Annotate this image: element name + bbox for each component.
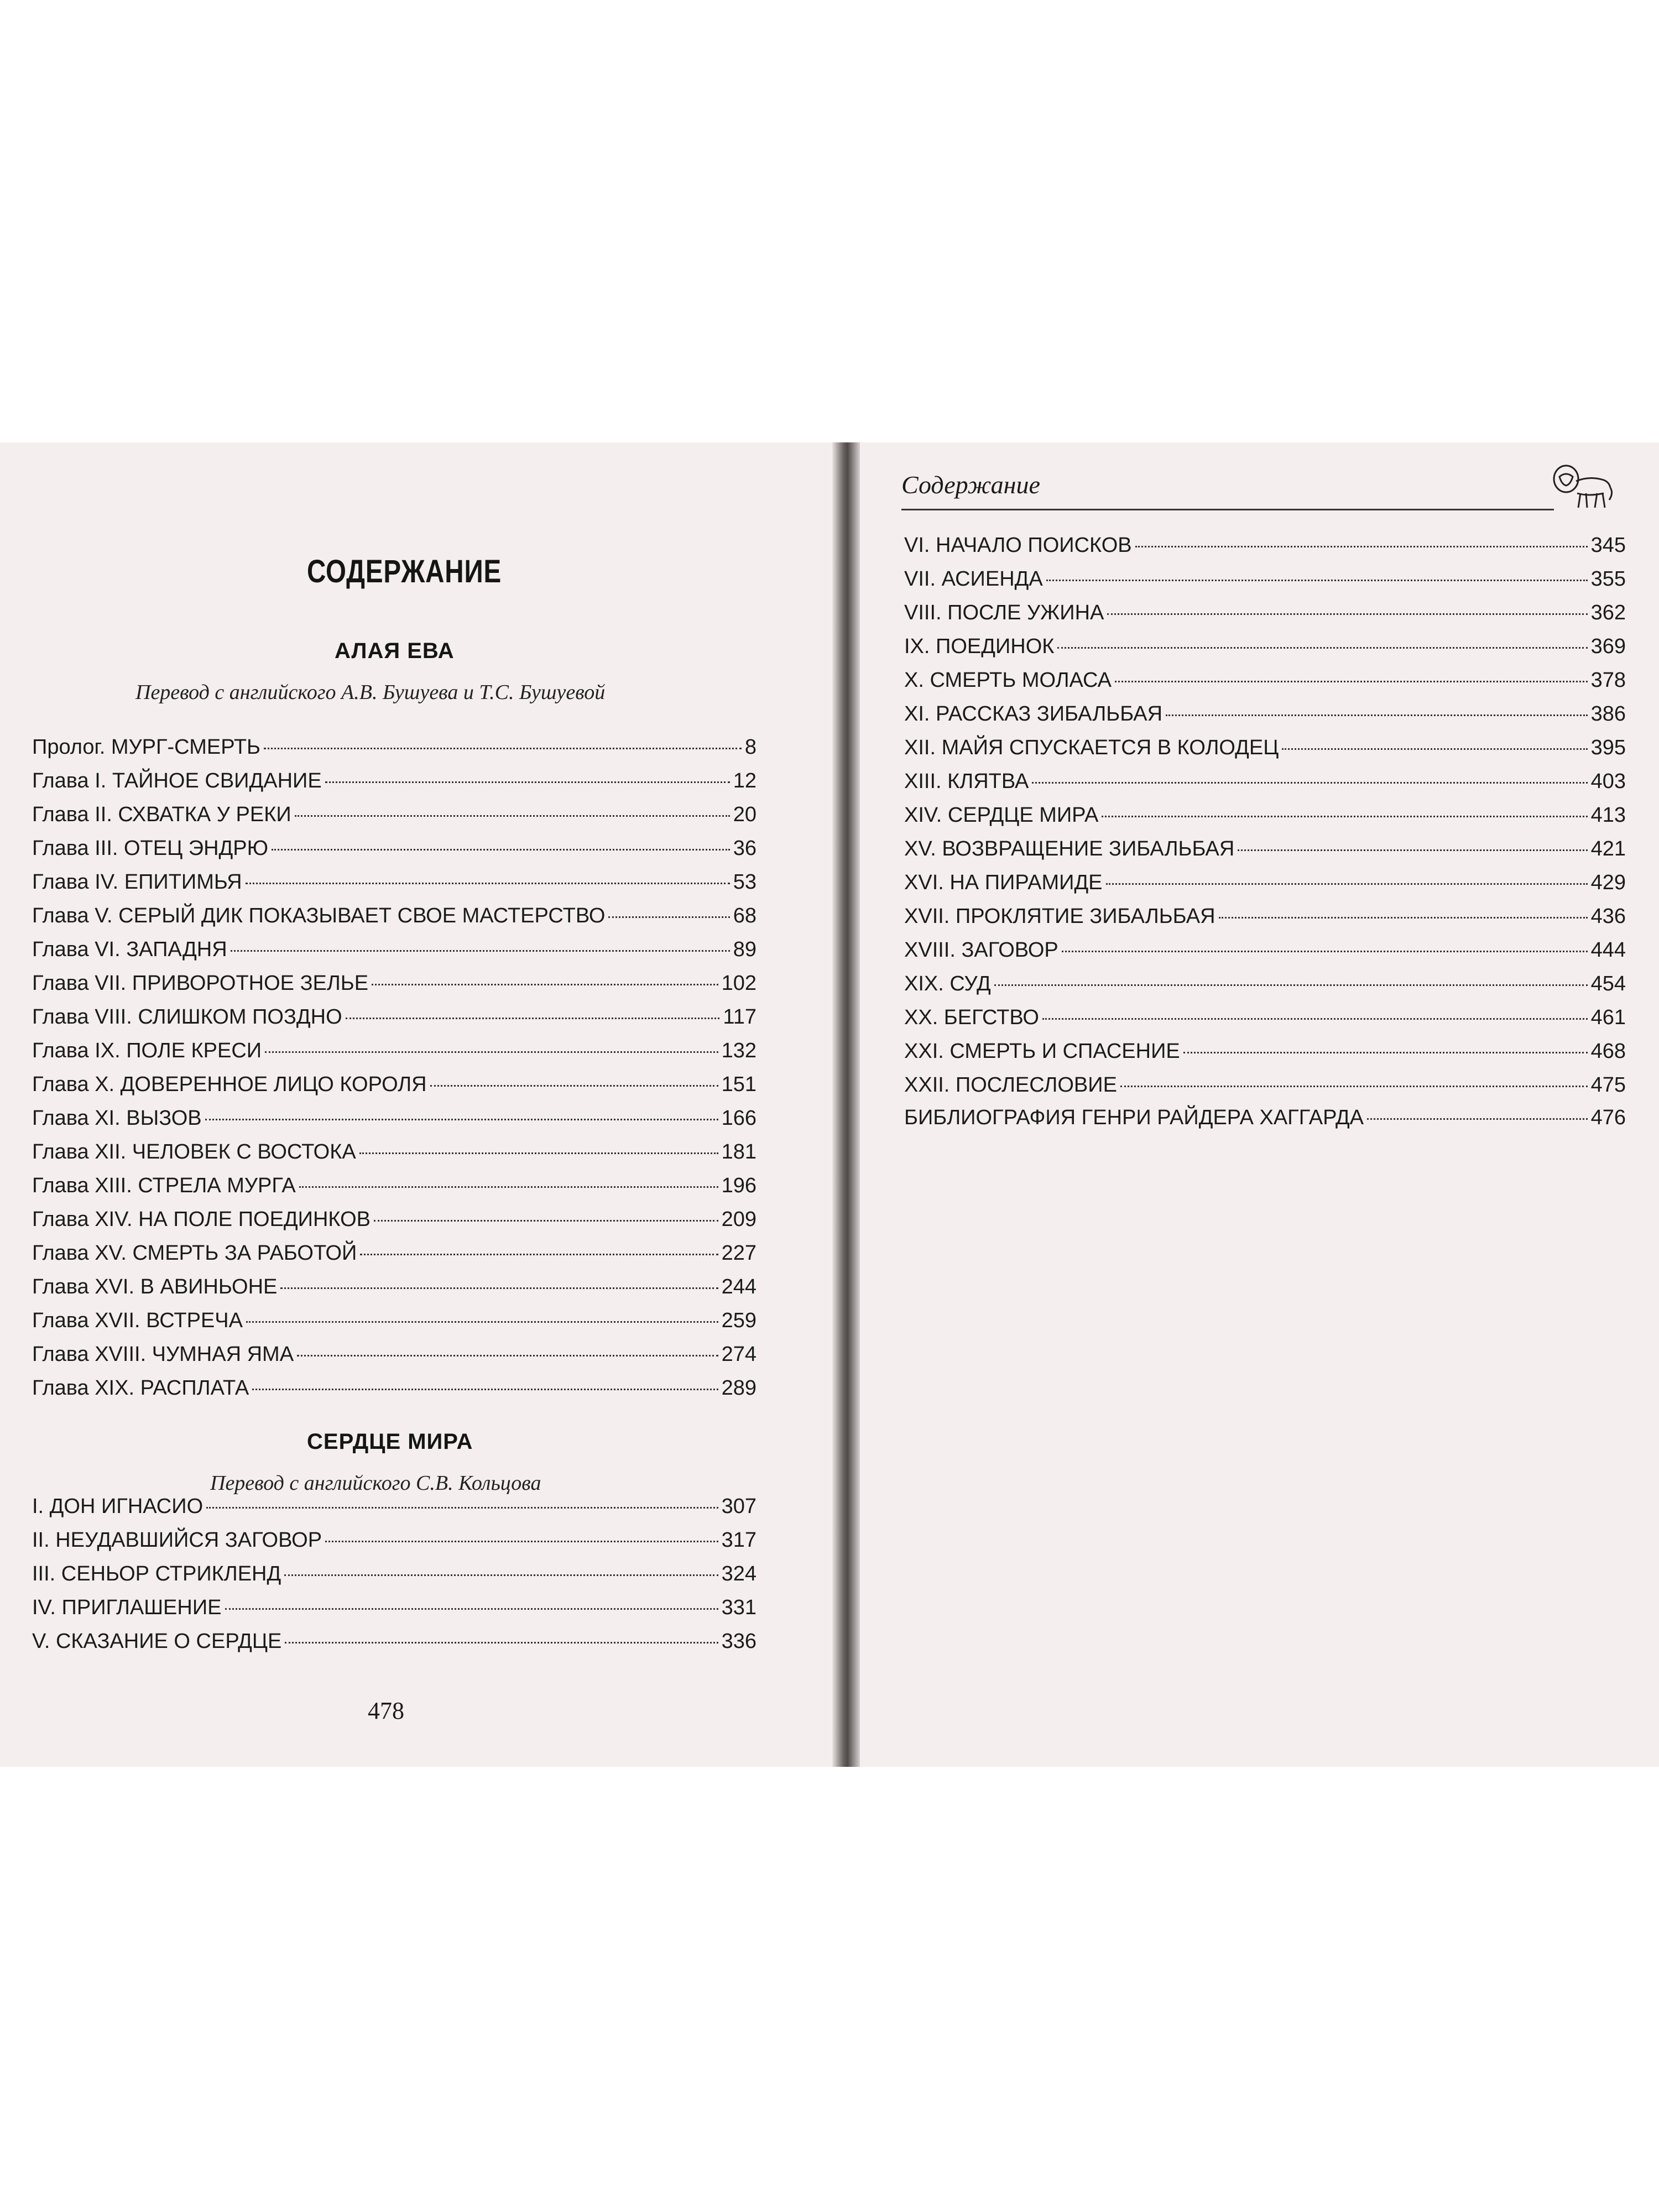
toc-entry[interactable] [32,735,757,769]
toc-entry-label: Глава XV. СМЕРТЬ ЗА РАБОТОЙ [32,1241,357,1265]
toc-leader [280,1287,718,1289]
toc-entry-bibliography[interactable] [904,1106,1626,1140]
toc-leader [264,748,742,749]
toc-entry[interactable] [904,837,1626,871]
toc-leader [246,883,730,884]
toc-entry-page: 378 [1590,669,1626,692]
toc-entry[interactable] [32,1275,757,1309]
toc-entry[interactable] [904,669,1626,702]
toc-entry-page: 369 [1590,635,1626,658]
toc-entry[interactable] [32,1309,757,1343]
toc-entry[interactable] [904,1040,1626,1073]
toc-entry-page: 89 [733,938,757,961]
toc-entry-page: 196 [721,1174,757,1197]
toc-entry-page: 436 [1590,905,1626,928]
toc-leader [1120,1086,1588,1087]
toc-entry-label: XVI. НА ПИРАМИДЕ [904,871,1103,894]
page-title: СОДЕРЖАНИЕ [307,554,502,589]
toc-entry[interactable] [32,972,757,1005]
toc-entry[interactable] [32,904,757,938]
toc-entry[interactable] [32,938,757,972]
toc-list-serdtse-mira [32,1495,757,1663]
toc-leader [430,1085,718,1087]
toc-entry-page: 476 [1590,1106,1626,1129]
toc-entry[interactable] [904,635,1626,669]
toc-entry[interactable] [904,905,1626,938]
toc-entry-label: Глава VIII. СЛИШКОМ ПОЗДНО [32,1005,342,1029]
toc-entry[interactable] [904,1073,1626,1107]
toc-entry[interactable] [32,1107,757,1140]
toc-list-right [904,534,1626,1107]
toc-entry-page: 274 [721,1343,757,1366]
toc-entry[interactable] [32,1005,757,1039]
toc-entry-label: VIII. ПОСЛЕ УЖИНА [904,601,1104,624]
toc-entry-label: XVII. ПРОКЛЯТИЕ ЗИБАЛЬБАЯ [904,905,1215,928]
toc-entry[interactable] [904,1006,1626,1040]
work-subtitle-serdtse-mira: Перевод с английского С.В. Кольцова [210,1472,541,1495]
toc-entry-page: 324 [721,1562,757,1585]
toc-entry-page: 421 [1590,837,1626,860]
toc-entry-label: Глава I. ТАЙНОЕ СВИДАНИЕ [32,769,322,792]
toc-leader [1042,1018,1588,1020]
toc-entry[interactable] [904,938,1626,972]
toc-entry-page: 68 [733,904,757,927]
toc-entry[interactable] [32,1039,757,1073]
toc-entry-page: 444 [1590,938,1626,962]
toc-entry-page: 20 [733,803,757,826]
toc-entry-label: Пролог. МУРГ-СМЕРТЬ [32,735,260,759]
toc-leader [1046,580,1588,581]
toc-entry[interactable] [32,1562,757,1596]
toc-entry[interactable] [32,769,757,803]
toc-leader [325,1541,718,1542]
toc-entry-label: VII. АСИЕНДА [904,567,1043,591]
toc-entry[interactable] [904,702,1626,736]
toc-leader [359,1152,718,1154]
toc-entry-page: 244 [721,1275,757,1298]
toc-entry-label: Глава X. ДОВЕРЕННОЕ ЛИЦО КОРОЛЯ [32,1073,427,1096]
toc-entry[interactable] [32,1174,757,1208]
toc-leader [346,1018,720,1019]
toc-entry[interactable] [32,803,757,837]
toc-entry[interactable] [904,567,1626,601]
toc-entry[interactable] [32,1343,757,1376]
toc-leader [295,815,730,817]
toc-entry-label: Глава V. СЕРЫЙ ДИК ПОКАЗЫВАЕТ СВОЕ МАСТЕРСТВО [32,904,606,927]
toc-leader [1115,681,1588,682]
toc-leader [231,950,730,952]
toc-entry-page: 413 [1590,804,1626,827]
lion-icon [1548,460,1615,513]
toc-entry-label: Глава XVII. ВСТРЕЧА [32,1309,243,1332]
toc-entry-label: IX. ПОЕДИНОК [904,635,1055,658]
toc-leader [225,1608,718,1610]
right-page [854,442,1659,1767]
work-title-alaya-eva: АЛАЯ ЕВА [335,639,455,663]
toc-leader [1107,613,1587,615]
toc-entry[interactable] [32,1073,757,1107]
toc-entry-page: 8 [744,735,757,759]
left-page [0,442,838,1767]
toc-leader [1183,1052,1588,1053]
toc-entry-label: Глава XIX. РАСПЛАТА [32,1376,249,1400]
toc-entry[interactable] [904,770,1626,804]
book-spread [0,442,1659,1767]
toc-entry-label: II. НЕУДАВШИЙСЯ ЗАГОВОР [32,1528,322,1552]
toc-entry[interactable] [32,1208,757,1241]
toc-entry[interactable] [32,1241,757,1275]
toc-entry-page: 362 [1590,601,1626,624]
toc-entry-page: 166 [721,1107,757,1130]
toc-leader [1166,714,1587,716]
toc-leader [1102,816,1587,817]
toc-entry-label: Глава XVI. В АВИНЬОНЕ [32,1275,278,1298]
toc-entry-page: 259 [721,1309,757,1332]
toc-entry[interactable] [32,1495,757,1528]
toc-leader [206,1507,718,1509]
toc-leader [1032,782,1587,784]
toc-entry-page: 12 [733,769,757,792]
page-number: 478 [368,1697,404,1724]
toc-entry[interactable] [904,804,1626,837]
toc-entry-page: 132 [721,1039,757,1062]
toc-leader [374,1220,718,1222]
toc-entry-label: XI. РАССКАЗ ЗИБАЛЬБАЯ [904,702,1163,726]
toc-entry-page: 317 [721,1528,757,1552]
toc-entry-label: XV. ВОЗВРАЩЕНИЕ ЗИБАЛЬБАЯ [904,837,1235,860]
toc-entry-label: IV. ПРИГЛАШЕНИЕ [32,1596,222,1619]
toc-leader [1062,951,1588,952]
toc-entry[interactable] [32,1528,757,1562]
toc-entry-label: Глава III. ОТЕЦ ЭНДРЮ [32,837,268,860]
toc-entry-page: 468 [1590,1040,1626,1063]
work-subtitle-alaya-eva: Перевод с английского А.В. Бушуева и Т.С. Бушуевой [135,681,606,704]
toc-leader [1057,647,1587,649]
toc-entry-label: Глава IV. ЕПИТИМЬЯ [32,870,242,894]
toc-entry-page: 102 [721,972,757,995]
toc-entry-label: XII. МАЙЯ СПУСКАЕТСЯ В КОЛОДЕЦ [904,736,1279,759]
toc-entry[interactable] [32,1376,757,1410]
toc-bibliography [904,1106,1626,1140]
toc-leader [246,1321,718,1323]
toc-entry-label: Глава XI. ВЫЗОВ [32,1107,202,1130]
toc-entry-label: XXI. СМЕРТЬ И СПАСЕНИЕ [904,1040,1180,1063]
toc-entry-label: Глава VII. ПРИВОРОТНОЕ ЗЕЛЬЕ [32,972,369,995]
toc-entry-label: XIV. СЕРДЦЕ МИРА [904,804,1099,827]
toc-leader [252,1389,718,1390]
toc-leader [205,1119,718,1120]
toc-entry-label: БИБЛИОГРАФИЯ ГЕНРИ РАЙДЕРА ХАГГАРДА [904,1106,1364,1129]
toc-leader [372,984,718,985]
toc-entry-label: X. СМЕРТЬ МОЛАСА [904,669,1112,692]
toc-entry[interactable] [904,601,1626,635]
toc-entry-label: Глава XIV. НА ПОЛЕ ПОЕДИНКОВ [32,1208,371,1231]
toc-entry-page: 403 [1590,770,1626,793]
toc-leader [325,781,730,783]
toc-entry-page: 331 [721,1596,757,1619]
toc-entry-label: VI. НАЧАЛО ПОИСКОВ [904,534,1132,557]
toc-entry-label: XIX. СУД [904,972,991,995]
work-title-serdtse-mira: СЕРДЦЕ МИРА [307,1430,473,1454]
toc-entry[interactable] [904,972,1626,1006]
toc-entry-page: 475 [1590,1073,1626,1097]
toc-entry[interactable] [32,1596,757,1630]
toc-leader [265,1051,718,1053]
toc-entry-page: 386 [1590,702,1626,726]
toc-leader [994,984,1588,986]
toc-entry-page: 209 [721,1208,757,1231]
toc-leader [608,916,729,918]
toc-entry[interactable] [32,837,757,870]
toc-entry[interactable] [904,736,1626,770]
toc-entry-page: 151 [721,1073,757,1096]
toc-entry-page: 36 [733,837,757,860]
toc-entry-label: Глава XII. ЧЕЛОВЕК С ВОСТОКА [32,1140,356,1164]
toc-entry-label: XVIII. ЗАГОВОР [904,938,1058,962]
toc-entry[interactable] [904,534,1626,567]
toc-leader [272,849,730,851]
toc-entry[interactable] [904,871,1626,905]
toc-entry-label: Глава IX. ПОЛЕ КРЕСИ [32,1039,262,1062]
toc-entry-page: 336 [721,1630,757,1653]
toc-entry-label: Глава II. СХВАТКА У РЕКИ [32,803,291,826]
toc-entry-label: XIII. КЛЯТВА [904,770,1029,793]
toc-entry-label: Глава XIII. СТРЕЛА МУРГА [32,1174,296,1197]
toc-entry-page: 117 [723,1005,757,1029]
toc-leader [1367,1118,1588,1120]
toc-entry-label: I. ДОН ИГНАСИО [32,1495,204,1518]
toc-entry-label: Глава VI. ЗАПАДНЯ [32,938,227,961]
toc-entry-page: 461 [1590,1006,1626,1029]
toc-leader [285,1642,718,1644]
toc-entry-page: 454 [1590,972,1626,995]
toc-entry-page: 355 [1590,567,1626,591]
toc-leader [297,1355,718,1357]
toc-entry-page: 307 [721,1495,757,1518]
toc-entry-page: 429 [1590,871,1626,894]
toc-leader [1282,748,1587,750]
toc-entry-page: 227 [721,1241,757,1265]
toc-list-alaya-eva [32,735,757,1410]
toc-entry-label: Глава XVIII. ЧУМНАЯ ЯМА [32,1343,294,1366]
toc-entry-page: 289 [721,1376,757,1400]
toc-entry-page: 395 [1590,736,1626,759]
running-header [901,470,1554,510]
toc-leader [299,1186,718,1188]
toc-leader [1135,546,1588,547]
toc-entry-label: XX. БЕГСТВО [904,1006,1039,1029]
toc-leader [1238,849,1587,851]
toc-entry-page: 345 [1590,534,1626,557]
toc-entry-page: 53 [733,870,757,894]
toc-entry-label: XXII. ПОСЛЕСЛОВИЕ [904,1073,1117,1097]
toc-leader [1219,917,1588,919]
toc-entry[interactable] [32,870,757,904]
toc-entry-page: 181 [721,1140,757,1164]
toc-leader [284,1574,718,1576]
toc-leader [360,1254,718,1255]
toc-entry-label: V. СКАЗАНИЕ О СЕРДЦЕ [32,1630,282,1653]
toc-leader [1106,883,1588,885]
toc-entry[interactable] [32,1630,757,1663]
toc-entry[interactable] [32,1140,757,1174]
running-header-title: Содержание [901,471,1040,499]
toc-entry-label: III. СЕНЬОР СТРИКЛЕНД [32,1562,281,1585]
